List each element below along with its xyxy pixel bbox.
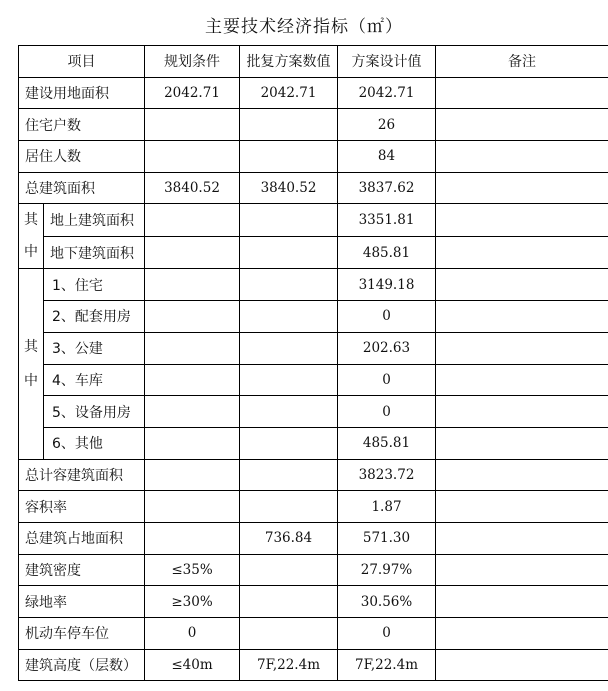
header-plan: 规划条件 bbox=[145, 46, 240, 78]
remark-cell bbox=[436, 491, 608, 523]
approved-value bbox=[240, 204, 338, 237]
design-value: 26 bbox=[338, 109, 436, 141]
plan-value bbox=[145, 459, 240, 491]
remark-cell bbox=[436, 554, 608, 586]
remark-cell bbox=[436, 586, 608, 618]
design-value: 7F,22.4m bbox=[338, 649, 436, 681]
approved-value bbox=[240, 269, 338, 301]
plan-value bbox=[145, 236, 240, 269]
row-label: 总计容建筑面积 bbox=[19, 459, 145, 491]
row-label: 2、配套用房 bbox=[44, 301, 145, 333]
design-value: 27.97% bbox=[338, 554, 436, 586]
row-label: 6、其他 bbox=[44, 427, 145, 459]
approved-value bbox=[240, 491, 338, 523]
table-row bbox=[19, 618, 608, 650]
plan-value bbox=[145, 301, 240, 333]
table-row bbox=[19, 522, 608, 554]
row-label: 绿地率 bbox=[19, 586, 145, 618]
table-row bbox=[19, 109, 608, 141]
table-title: 主要技术经济指标（㎡） bbox=[205, 17, 403, 37]
approved-value: 7F,22.4m bbox=[240, 649, 338, 681]
design-value: 485.81 bbox=[338, 427, 436, 459]
table-row bbox=[19, 491, 608, 523]
plan-value bbox=[145, 522, 240, 554]
row-label: 容积率 bbox=[19, 491, 145, 523]
design-value: 84 bbox=[338, 141, 436, 173]
remark-cell bbox=[436, 204, 608, 237]
remark-cell bbox=[436, 427, 608, 459]
row-label: 总建筑面积 bbox=[19, 172, 145, 204]
approved-value bbox=[240, 586, 338, 618]
row-label: 建设用地面积 bbox=[19, 77, 145, 109]
approved-value: 3840.52 bbox=[240, 172, 338, 204]
approved-value bbox=[240, 301, 338, 333]
row-label: 4、车库 bbox=[44, 364, 145, 396]
remark-cell bbox=[436, 172, 608, 204]
table-row bbox=[19, 301, 608, 333]
approved-value bbox=[240, 554, 338, 586]
row-label: 5、设备用房 bbox=[44, 396, 145, 428]
remark-cell bbox=[436, 301, 608, 333]
table-row bbox=[19, 204, 608, 237]
table-row bbox=[19, 141, 608, 173]
group-label-among: 其中 bbox=[19, 269, 44, 459]
row-label: 机动车停车位 bbox=[19, 618, 145, 650]
row-label: 总建筑占地面积 bbox=[19, 522, 145, 554]
design-value: 571.30 bbox=[338, 522, 436, 554]
remark-cell bbox=[436, 396, 608, 428]
approved-value bbox=[240, 459, 338, 491]
remark-cell bbox=[436, 109, 608, 141]
plan-value: ≤40m bbox=[145, 649, 240, 681]
table-row bbox=[19, 269, 608, 301]
table-row bbox=[19, 236, 608, 269]
table-row bbox=[19, 554, 608, 586]
row-label: 住宅户数 bbox=[19, 109, 145, 141]
header-remark: 备注 bbox=[436, 46, 608, 78]
remark-cell bbox=[436, 649, 608, 681]
design-value: 0 bbox=[338, 301, 436, 333]
table-row bbox=[19, 649, 608, 681]
design-value: 30.56% bbox=[338, 586, 436, 618]
plan-value bbox=[145, 109, 240, 141]
table-row bbox=[19, 459, 608, 491]
remark-cell bbox=[436, 236, 608, 269]
plan-value bbox=[145, 269, 240, 301]
table-row bbox=[19, 77, 608, 109]
approved-value bbox=[240, 109, 338, 141]
plan-value: 0 bbox=[145, 618, 240, 650]
approved-value bbox=[240, 236, 338, 269]
approved-value bbox=[240, 332, 338, 364]
design-value: 0 bbox=[338, 364, 436, 396]
row-label: 1、住宅 bbox=[44, 269, 145, 301]
design-value: 202.63 bbox=[338, 332, 436, 364]
design-value: 0 bbox=[338, 396, 436, 428]
plan-value: 2042.71 bbox=[145, 77, 240, 109]
indicator-table bbox=[18, 45, 608, 681]
remark-cell bbox=[436, 141, 608, 173]
header-approved: 批复方案数值 bbox=[240, 46, 338, 78]
plan-value bbox=[145, 141, 240, 173]
header-row bbox=[19, 46, 608, 78]
plan-value bbox=[145, 427, 240, 459]
table-row bbox=[19, 172, 608, 204]
plan-value: 3840.52 bbox=[145, 172, 240, 204]
row-label: 居住人数 bbox=[19, 141, 145, 173]
row-label: 地上建筑面积 bbox=[44, 204, 145, 237]
table-row bbox=[19, 332, 608, 364]
remark-cell bbox=[436, 364, 608, 396]
table-row bbox=[19, 364, 608, 396]
table-row bbox=[19, 396, 608, 428]
remark-cell bbox=[436, 77, 608, 109]
approved-value bbox=[240, 364, 338, 396]
approved-value: 2042.71 bbox=[240, 77, 338, 109]
row-label: 建筑密度 bbox=[19, 554, 145, 586]
table-row bbox=[19, 427, 608, 459]
row-label: 地下建筑面积 bbox=[44, 236, 145, 269]
approved-value bbox=[240, 618, 338, 650]
approved-value bbox=[240, 427, 338, 459]
remark-cell bbox=[436, 459, 608, 491]
plan-value bbox=[145, 364, 240, 396]
approved-value: 736.84 bbox=[240, 522, 338, 554]
header-item: 项目 bbox=[19, 46, 145, 78]
design-value: 0 bbox=[338, 618, 436, 650]
design-value: 485.81 bbox=[338, 236, 436, 269]
plan-value bbox=[145, 332, 240, 364]
row-label: 建筑高度（层数） bbox=[19, 649, 145, 681]
plan-value: ≥30% bbox=[145, 586, 240, 618]
table-row bbox=[19, 586, 608, 618]
row-label: 3、公建 bbox=[44, 332, 145, 364]
remark-cell bbox=[436, 269, 608, 301]
remark-cell bbox=[436, 332, 608, 364]
remark-cell bbox=[436, 522, 608, 554]
plan-value bbox=[145, 204, 240, 237]
design-value: 1.87 bbox=[338, 491, 436, 523]
approved-value bbox=[240, 141, 338, 173]
approved-value bbox=[240, 396, 338, 428]
plan-value: ≤35% bbox=[145, 554, 240, 586]
design-value: 3351.81 bbox=[338, 204, 436, 237]
remark-cell bbox=[436, 618, 608, 650]
plan-value bbox=[145, 396, 240, 428]
design-value: 3823.72 bbox=[338, 459, 436, 491]
design-value: 2042.71 bbox=[338, 77, 436, 109]
design-value: 3149.18 bbox=[338, 269, 436, 301]
design-value: 3837.62 bbox=[338, 172, 436, 204]
header-design: 方案设计值 bbox=[338, 46, 436, 78]
group-label-among: 其中 bbox=[19, 204, 44, 269]
plan-value bbox=[145, 491, 240, 523]
